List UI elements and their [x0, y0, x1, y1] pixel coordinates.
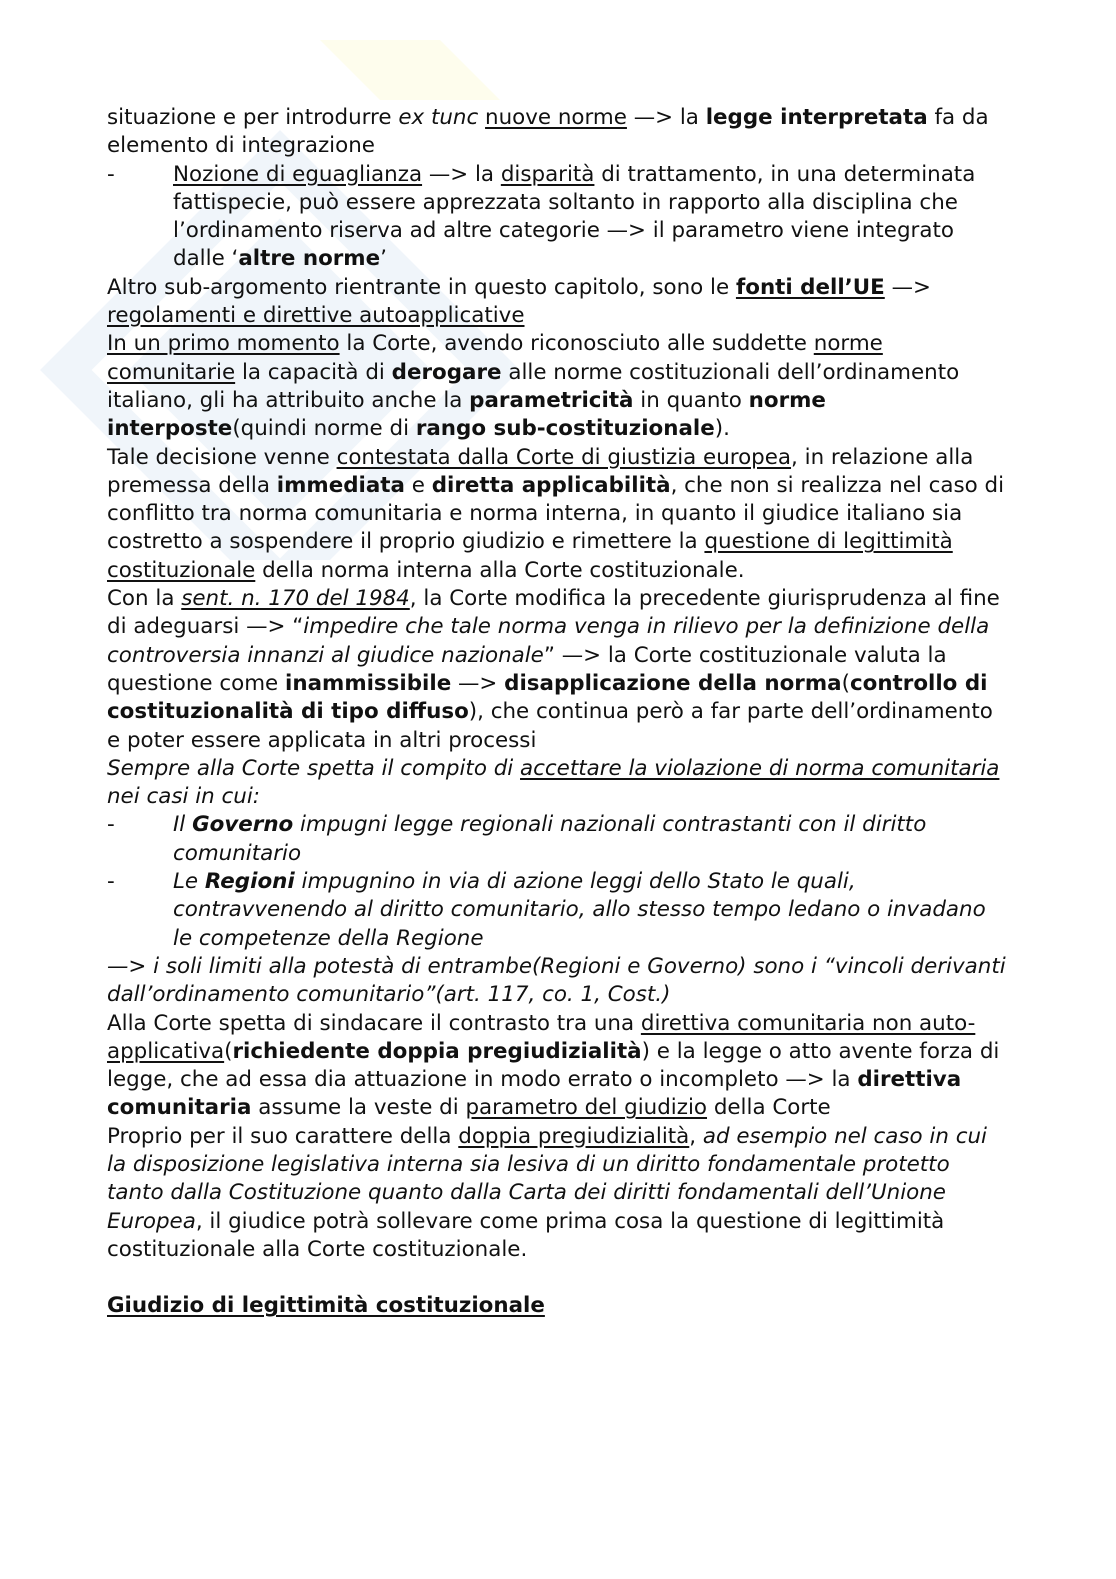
bullet-dash: - [107, 869, 115, 895]
text-run: disparità [500, 161, 595, 187]
text-run: impugni legge regionali nazionali contrastanti con il diritto comunitario [173, 812, 927, 866]
text-run: ” —> la Corte costituzionale valuta la questione come [107, 642, 947, 696]
section-heading: Giudizio di legittimità costituzionale [107, 1293, 545, 1319]
bullet-text [173, 868, 1007, 953]
text-run: In un primo momento [107, 331, 340, 357]
text-run: ( [841, 670, 850, 696]
paragraph [107, 330, 1007, 443]
text-run: —> [451, 670, 505, 696]
text-run: impedire che tale norma venga in rilievo per la definizione della controversia innanzi al giudice nazionale [107, 614, 990, 668]
text-run: , [689, 1123, 703, 1149]
text-run: fa da elemento di integrazione [107, 105, 989, 159]
text-run: Le [173, 869, 205, 895]
text-run: rango sub-costituzionale [415, 416, 715, 442]
text-run: contestata dalla Corte di giustizia europea [336, 444, 792, 470]
paragraph [107, 953, 1007, 1010]
text-run: parametricità [469, 387, 634, 413]
text-run: Regioni [204, 869, 295, 895]
text-run: doppia pregiudizialità [458, 1123, 690, 1149]
paragraph [107, 274, 1007, 331]
bullet-dash: - [107, 812, 115, 838]
text-run: ’ [380, 246, 387, 272]
text-run: —> la [422, 161, 501, 187]
text-run: —> la [626, 105, 706, 130]
text-run: assume la veste di [251, 1095, 466, 1121]
text-run: Altro sub-argomento rientrante in questo capitolo, sono le [107, 274, 736, 300]
text-run: legge interpretata [705, 105, 928, 130]
paragraph [107, 104, 1007, 161]
text-run: questione di legittimità costituzionale [107, 529, 953, 583]
text-run: ) e la legge o atto avente forza di legge, che ad essa dia attuazione in modo errato o incompleto —> la [107, 1038, 1000, 1093]
text-run: della Corte [707, 1095, 831, 1121]
text-run: —> [884, 274, 931, 300]
text-run: , la Corte modifica la precedente giurisprudenza al fine di adeguarsi —> “ [107, 586, 1000, 640]
text-run: disapplicazione della norma [504, 670, 842, 696]
text-run: Nozione di eguaglianza [173, 161, 423, 187]
text-run: Tale decisione venne [107, 444, 337, 470]
paragraph [107, 585, 1007, 755]
paragraph [107, 1123, 1007, 1264]
text-run: la capacità di [235, 359, 392, 385]
text-run: norme interposte [107, 387, 826, 442]
text-run: Alla Corte spetta di sindacare il contrasto tra una [107, 1010, 641, 1036]
text-run: direttiva comunitaria non auto-applicativa [107, 1010, 976, 1064]
text-run: immediata [276, 472, 405, 498]
paragraph [107, 444, 1007, 585]
bullet-text [173, 161, 1007, 274]
text-run: (quindi norme di [232, 416, 416, 442]
text-run: e [404, 472, 432, 498]
bullet-item [107, 811, 1007, 868]
text-run: ex tunc [398, 105, 479, 130]
text-run: nuove norme [485, 105, 627, 130]
text-run: accettare la violazione di norma comunitaria [520, 755, 1000, 781]
text-run: situazione e per introdurre [107, 105, 399, 130]
text-run: ), che continua però a far parte dell’ordinamento e poter essere applicata in altri processi [107, 699, 993, 753]
text-run: sent. n. 170 del 1984 [181, 586, 410, 612]
text-run: parametro del giudizio [465, 1095, 708, 1121]
text-run: richiedente doppia pregiudizialità [232, 1038, 642, 1064]
text-run: derogare [391, 359, 502, 385]
text-run: , in relazione alla premessa della [107, 444, 974, 498]
text-run: Proprio per il suo carattere della [107, 1123, 459, 1149]
text-run: controllo di costituzionalità di tipo diffuso [107, 670, 988, 725]
text-run: della norma interna alla Corte costituzionale. [255, 557, 745, 583]
text-run: ( [224, 1038, 233, 1064]
paragraph [107, 755, 1007, 812]
text-run: fonti dell’UE [735, 274, 885, 300]
text-run: ). [714, 416, 730, 442]
text-run: regolamenti e direttive autoapplicative [107, 303, 525, 329]
text-run: norme comunitarie [107, 331, 883, 385]
bullet-dash: - [107, 161, 115, 187]
text-run: nei casi in cui: [107, 784, 260, 810]
document-page [107, 104, 1007, 1321]
text-run: , il giudice potrà sollevare come prima cosa la questione di legittimità costituzionale alla Corte costituzionale. [107, 1208, 945, 1262]
text-run: —> i soli limiti alla potestà di entrambe(Regioni e Governo) sono i “vincoli derivanti dall’ordinamento comunitario”(art. 117, co. 1, Cost.) [107, 953, 1006, 1008]
text-run: Governo [192, 812, 294, 838]
bullet-text [173, 811, 1007, 868]
text-run: ad esempio nel caso in cui la disposizione legislativa interna sia lesiva di un diritto fondamentale protetto tanto dalla Costituzione quanto dalla Carta dei diritti fondamentali dell’Unione Europea [107, 1123, 987, 1234]
paragraph [107, 1010, 1007, 1123]
bullet-item [107, 868, 1007, 953]
text-run: altre norme [238, 246, 381, 272]
bullet-item [107, 161, 1007, 274]
text-run: di trattamento, in una determinata fattispecie, può essere apprezzata soltanto in rapporto alla disciplina che l’ordinamento riserva ad altre categorie —> il parametro viene integrato dalle ‘ [173, 161, 976, 272]
text-run: diretta applicabilità [431, 472, 671, 498]
text-run: direttiva comunitaria [107, 1067, 962, 1121]
text-run: , che non si realizza nel caso di conflitto tra norma comunitaria e norma interna, in quanto il giudice italiano sia costretto a sospendere il proprio giudizio e rimettere la [107, 472, 1005, 555]
text-run: inammissibile [285, 670, 452, 696]
text-run: alle norme costituzionali dell’ordinamento italiano, gli ha attribuito anche la [107, 359, 960, 413]
text-run: Con la [107, 586, 182, 612]
text-run: la Corte, avendo riconosciuto alle suddette [339, 331, 814, 357]
text-run: in quanto [633, 387, 749, 413]
text-run: impugnino in via di azione leggi dello Stato le quali, contravvenendo al diritto comunitario, allo stesso tempo ledano o invadano le competenze della Regione [173, 869, 986, 951]
text-run: Sempre alla Corte spetta il compito di [107, 755, 521, 781]
text-run: Il [173, 812, 193, 838]
